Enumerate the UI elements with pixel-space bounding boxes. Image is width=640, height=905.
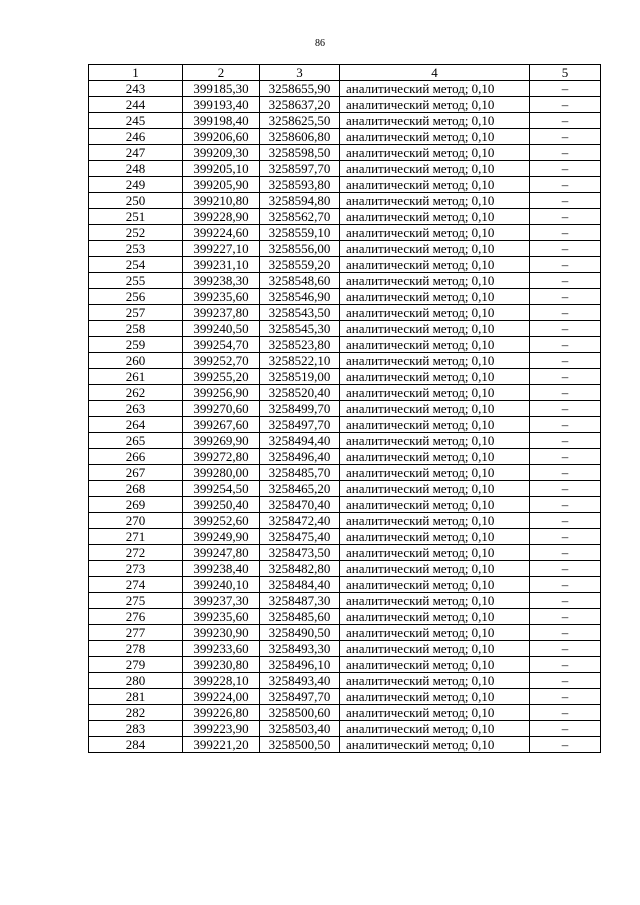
table-row	[89, 225, 601, 241]
table-row	[89, 673, 601, 689]
note-cell: –	[530, 401, 601, 417]
x-coordinate-cell: 399228,90	[183, 209, 260, 225]
point-number-cell: 254	[89, 257, 183, 273]
method-cell: аналитический метод; 0,10	[340, 657, 530, 673]
y-coordinate-cell: 3258520,40	[260, 385, 340, 401]
point-number-cell: 260	[89, 353, 183, 369]
table-row	[89, 609, 601, 625]
point-number-cell: 244	[89, 97, 183, 113]
point-number-cell: 267	[89, 465, 183, 481]
point-number-cell: 263	[89, 401, 183, 417]
y-coordinate-cell: 3258485,60	[260, 609, 340, 625]
method-cell: аналитический метод; 0,10	[340, 225, 530, 241]
column-header-point-number: 1	[89, 65, 183, 81]
method-cell: аналитический метод; 0,10	[340, 593, 530, 609]
y-coordinate-cell: 3258472,40	[260, 513, 340, 529]
point-number-cell: 275	[89, 593, 183, 609]
note-cell: –	[530, 257, 601, 273]
method-cell: аналитический метод; 0,10	[340, 721, 530, 737]
note-cell: –	[530, 129, 601, 145]
x-coordinate-cell: 399240,50	[183, 321, 260, 337]
point-number-cell: 264	[89, 417, 183, 433]
point-number-cell: 251	[89, 209, 183, 225]
table-row	[89, 113, 601, 129]
y-coordinate-cell: 3258625,50	[260, 113, 340, 129]
table-row	[89, 321, 601, 337]
note-cell: –	[530, 721, 601, 737]
x-coordinate-cell: 399205,90	[183, 177, 260, 193]
method-cell: аналитический метод; 0,10	[340, 513, 530, 529]
point-number-cell: 271	[89, 529, 183, 545]
column-header-x: 2	[183, 65, 260, 81]
point-number-cell: 250	[89, 193, 183, 209]
table-row	[89, 81, 601, 97]
y-coordinate-cell: 3258497,70	[260, 417, 340, 433]
method-cell: аналитический метод; 0,10	[340, 545, 530, 561]
method-cell: аналитический метод; 0,10	[340, 161, 530, 177]
table-row	[89, 337, 601, 353]
point-number-cell: 246	[89, 129, 183, 145]
x-coordinate-cell: 399247,80	[183, 545, 260, 561]
note-cell: –	[530, 433, 601, 449]
point-number-cell: 282	[89, 705, 183, 721]
y-coordinate-cell: 3258519,00	[260, 369, 340, 385]
y-coordinate-cell: 3258594,80	[260, 193, 340, 209]
method-cell: аналитический метод; 0,10	[340, 113, 530, 129]
point-number-cell: 248	[89, 161, 183, 177]
table-row	[89, 417, 601, 433]
method-cell: аналитический метод; 0,10	[340, 257, 530, 273]
note-cell: –	[530, 449, 601, 465]
note-cell: –	[530, 593, 601, 609]
point-number-cell: 259	[89, 337, 183, 353]
x-coordinate-cell: 399238,30	[183, 273, 260, 289]
header-row	[89, 65, 601, 81]
x-coordinate-cell: 399254,70	[183, 337, 260, 353]
x-coordinate-cell: 399227,10	[183, 241, 260, 257]
point-number-cell: 283	[89, 721, 183, 737]
point-number-cell: 255	[89, 273, 183, 289]
x-coordinate-cell: 399272,80	[183, 449, 260, 465]
table-row	[89, 497, 601, 513]
method-cell: аналитический метод; 0,10	[340, 97, 530, 113]
y-coordinate-cell: 3258655,90	[260, 81, 340, 97]
method-cell: аналитический метод; 0,10	[340, 433, 530, 449]
method-cell: аналитический метод; 0,10	[340, 481, 530, 497]
y-coordinate-cell: 3258490,50	[260, 625, 340, 641]
note-cell: –	[530, 353, 601, 369]
column-header-y: 3	[260, 65, 340, 81]
y-coordinate-cell: 3258484,40	[260, 577, 340, 593]
column-header-method: 4	[340, 65, 530, 81]
point-number-cell: 265	[89, 433, 183, 449]
x-coordinate-cell: 399226,80	[183, 705, 260, 721]
x-coordinate-cell: 399228,10	[183, 673, 260, 689]
note-cell: –	[530, 465, 601, 481]
method-cell: аналитический метод; 0,10	[340, 673, 530, 689]
method-cell: аналитический метод; 0,10	[340, 577, 530, 593]
point-number-cell: 257	[89, 305, 183, 321]
x-coordinate-cell: 399237,80	[183, 305, 260, 321]
point-number-cell: 276	[89, 609, 183, 625]
note-cell: –	[530, 289, 601, 305]
note-cell: –	[530, 529, 601, 545]
x-coordinate-cell: 399252,60	[183, 513, 260, 529]
table-row	[89, 481, 601, 497]
table-header	[89, 65, 601, 81]
table-row	[89, 289, 601, 305]
x-coordinate-cell: 399205,10	[183, 161, 260, 177]
method-cell: аналитический метод; 0,10	[340, 449, 530, 465]
y-coordinate-cell: 3258559,10	[260, 225, 340, 241]
y-coordinate-cell: 3258598,50	[260, 145, 340, 161]
y-coordinate-cell: 3258546,90	[260, 289, 340, 305]
x-coordinate-cell: 399280,00	[183, 465, 260, 481]
table-row	[89, 129, 601, 145]
coordinates-table	[88, 64, 601, 753]
x-coordinate-cell: 399250,40	[183, 497, 260, 513]
note-cell: –	[530, 705, 601, 721]
y-coordinate-cell: 3258500,50	[260, 737, 340, 753]
note-cell: –	[530, 161, 601, 177]
method-cell: аналитический метод; 0,10	[340, 369, 530, 385]
x-coordinate-cell: 399230,90	[183, 625, 260, 641]
table-row	[89, 177, 601, 193]
note-cell: –	[530, 417, 601, 433]
y-coordinate-cell: 3258606,80	[260, 129, 340, 145]
y-coordinate-cell: 3258493,30	[260, 641, 340, 657]
x-coordinate-cell: 399256,90	[183, 385, 260, 401]
point-number-cell: 273	[89, 561, 183, 577]
table-row	[89, 433, 601, 449]
y-coordinate-cell: 3258562,70	[260, 209, 340, 225]
table-row	[89, 273, 601, 289]
table-row	[89, 625, 601, 641]
y-coordinate-cell: 3258497,70	[260, 689, 340, 705]
y-coordinate-cell: 3258500,60	[260, 705, 340, 721]
method-cell: аналитический метод; 0,10	[340, 609, 530, 625]
note-cell: –	[530, 97, 601, 113]
method-cell: аналитический метод; 0,10	[340, 417, 530, 433]
table-row	[89, 561, 601, 577]
y-coordinate-cell: 3258522,10	[260, 353, 340, 369]
method-cell: аналитический метод; 0,10	[340, 705, 530, 721]
table-row	[89, 593, 601, 609]
y-coordinate-cell: 3258475,40	[260, 529, 340, 545]
note-cell: –	[530, 113, 601, 129]
method-cell: аналитический метод; 0,10	[340, 129, 530, 145]
x-coordinate-cell: 399254,50	[183, 481, 260, 497]
point-number-cell: 274	[89, 577, 183, 593]
note-cell: –	[530, 321, 601, 337]
note-cell: –	[530, 369, 601, 385]
method-cell: аналитический метод; 0,10	[340, 145, 530, 161]
table-row	[89, 545, 601, 561]
note-cell: –	[530, 497, 601, 513]
point-number-cell: 268	[89, 481, 183, 497]
note-cell: –	[530, 81, 601, 97]
note-cell: –	[530, 641, 601, 657]
method-cell: аналитический метод; 0,10	[340, 497, 530, 513]
page-number: 86	[315, 38, 325, 49]
x-coordinate-cell: 399249,90	[183, 529, 260, 545]
table-row	[89, 241, 601, 257]
y-coordinate-cell: 3258503,40	[260, 721, 340, 737]
table-row	[89, 737, 601, 753]
note-cell: –	[530, 609, 601, 625]
x-coordinate-cell: 399237,30	[183, 593, 260, 609]
point-number-cell: 269	[89, 497, 183, 513]
table-row	[89, 257, 601, 273]
method-cell: аналитический метод; 0,10	[340, 625, 530, 641]
table-row	[89, 193, 601, 209]
point-number-cell: 278	[89, 641, 183, 657]
x-coordinate-cell: 399252,70	[183, 353, 260, 369]
x-coordinate-cell: 399198,40	[183, 113, 260, 129]
method-cell: аналитический метод; 0,10	[340, 561, 530, 577]
x-coordinate-cell: 399269,90	[183, 433, 260, 449]
x-coordinate-cell: 399224,00	[183, 689, 260, 705]
point-number-cell: 252	[89, 225, 183, 241]
point-number-cell: 266	[89, 449, 183, 465]
method-cell: аналитический метод; 0,10	[340, 337, 530, 353]
y-coordinate-cell: 3258487,30	[260, 593, 340, 609]
point-number-cell: 281	[89, 689, 183, 705]
note-cell: –	[530, 337, 601, 353]
method-cell: аналитический метод; 0,10	[340, 529, 530, 545]
note-cell: –	[530, 657, 601, 673]
x-coordinate-cell: 399224,60	[183, 225, 260, 241]
method-cell: аналитический метод; 0,10	[340, 465, 530, 481]
method-cell: аналитический метод; 0,10	[340, 289, 530, 305]
y-coordinate-cell: 3258496,40	[260, 449, 340, 465]
y-coordinate-cell: 3258494,40	[260, 433, 340, 449]
point-number-cell: 245	[89, 113, 183, 129]
point-number-cell: 249	[89, 177, 183, 193]
table-row	[89, 305, 601, 321]
table-row	[89, 705, 601, 721]
method-cell: аналитический метод; 0,10	[340, 737, 530, 753]
table-row	[89, 641, 601, 657]
method-cell: аналитический метод; 0,10	[340, 305, 530, 321]
y-coordinate-cell: 3258593,80	[260, 177, 340, 193]
point-number-cell: 262	[89, 385, 183, 401]
note-cell: –	[530, 385, 601, 401]
y-coordinate-cell: 3258470,40	[260, 497, 340, 513]
x-coordinate-cell: 399210,80	[183, 193, 260, 209]
y-coordinate-cell: 3258559,20	[260, 257, 340, 273]
x-coordinate-cell: 399185,30	[183, 81, 260, 97]
x-coordinate-cell: 399233,60	[183, 641, 260, 657]
y-coordinate-cell: 3258493,40	[260, 673, 340, 689]
x-coordinate-cell: 399240,10	[183, 577, 260, 593]
point-number-cell: 261	[89, 369, 183, 385]
x-coordinate-cell: 399255,20	[183, 369, 260, 385]
y-coordinate-cell: 3258496,10	[260, 657, 340, 673]
note-cell: –	[530, 193, 601, 209]
x-coordinate-cell: 399221,20	[183, 737, 260, 753]
note-cell: –	[530, 737, 601, 753]
x-coordinate-cell: 399270,60	[183, 401, 260, 417]
table-row	[89, 369, 601, 385]
table-row	[89, 513, 601, 529]
method-cell: аналитический метод; 0,10	[340, 401, 530, 417]
point-number-cell: 277	[89, 625, 183, 641]
point-number-cell: 280	[89, 673, 183, 689]
method-cell: аналитический метод; 0,10	[340, 81, 530, 97]
method-cell: аналитический метод; 0,10	[340, 241, 530, 257]
y-coordinate-cell: 3258597,70	[260, 161, 340, 177]
x-coordinate-cell: 399231,10	[183, 257, 260, 273]
table-row	[89, 353, 601, 369]
note-cell: –	[530, 545, 601, 561]
method-cell: аналитический метод; 0,10	[340, 689, 530, 705]
note-cell: –	[530, 513, 601, 529]
point-number-cell: 272	[89, 545, 183, 561]
table-row	[89, 385, 601, 401]
y-coordinate-cell: 3258482,80	[260, 561, 340, 577]
note-cell: –	[530, 209, 601, 225]
table-row	[89, 209, 601, 225]
note-cell: –	[530, 689, 601, 705]
table-row	[89, 721, 601, 737]
point-number-cell: 258	[89, 321, 183, 337]
method-cell: аналитический метод; 0,10	[340, 193, 530, 209]
x-coordinate-cell: 399223,90	[183, 721, 260, 737]
method-cell: аналитический метод; 0,10	[340, 321, 530, 337]
point-number-cell: 270	[89, 513, 183, 529]
table-body	[89, 81, 601, 753]
y-coordinate-cell: 3258545,30	[260, 321, 340, 337]
table-row	[89, 657, 601, 673]
table-row	[89, 577, 601, 593]
note-cell: –	[530, 481, 601, 497]
y-coordinate-cell: 3258548,60	[260, 273, 340, 289]
table-row	[89, 161, 601, 177]
note-cell: –	[530, 305, 601, 321]
x-coordinate-cell: 399209,30	[183, 145, 260, 161]
method-cell: аналитический метод; 0,10	[340, 353, 530, 369]
point-number-cell: 243	[89, 81, 183, 97]
x-coordinate-cell: 399235,60	[183, 609, 260, 625]
y-coordinate-cell: 3258499,70	[260, 401, 340, 417]
x-coordinate-cell: 399206,60	[183, 129, 260, 145]
table-row	[89, 145, 601, 161]
x-coordinate-cell: 399267,60	[183, 417, 260, 433]
y-coordinate-cell: 3258473,50	[260, 545, 340, 561]
y-coordinate-cell: 3258543,50	[260, 305, 340, 321]
point-number-cell: 284	[89, 737, 183, 753]
method-cell: аналитический метод; 0,10	[340, 209, 530, 225]
note-cell: –	[530, 145, 601, 161]
x-coordinate-cell: 399235,60	[183, 289, 260, 305]
note-cell: –	[530, 225, 601, 241]
method-cell: аналитический метод; 0,10	[340, 177, 530, 193]
point-number-cell: 279	[89, 657, 183, 673]
column-header-note: 5	[530, 65, 601, 81]
note-cell: –	[530, 177, 601, 193]
note-cell: –	[530, 577, 601, 593]
table-row	[89, 689, 601, 705]
method-cell: аналитический метод; 0,10	[340, 641, 530, 657]
method-cell: аналитический метод; 0,10	[340, 385, 530, 401]
method-cell: аналитический метод; 0,10	[340, 273, 530, 289]
y-coordinate-cell: 3258637,20	[260, 97, 340, 113]
table-row	[89, 529, 601, 545]
point-number-cell: 253	[89, 241, 183, 257]
note-cell: –	[530, 241, 601, 257]
note-cell: –	[530, 673, 601, 689]
point-number-cell: 256	[89, 289, 183, 305]
x-coordinate-cell: 399238,40	[183, 561, 260, 577]
table-row	[89, 401, 601, 417]
note-cell: –	[530, 561, 601, 577]
y-coordinate-cell: 3258465,20	[260, 481, 340, 497]
table-row	[89, 465, 601, 481]
y-coordinate-cell: 3258523,80	[260, 337, 340, 353]
y-coordinate-cell: 3258556,00	[260, 241, 340, 257]
point-number-cell: 247	[89, 145, 183, 161]
x-coordinate-cell: 399230,80	[183, 657, 260, 673]
x-coordinate-cell: 399193,40	[183, 97, 260, 113]
y-coordinate-cell: 3258485,70	[260, 465, 340, 481]
table-row	[89, 97, 601, 113]
table-row	[89, 449, 601, 465]
note-cell: –	[530, 625, 601, 641]
note-cell: –	[530, 273, 601, 289]
